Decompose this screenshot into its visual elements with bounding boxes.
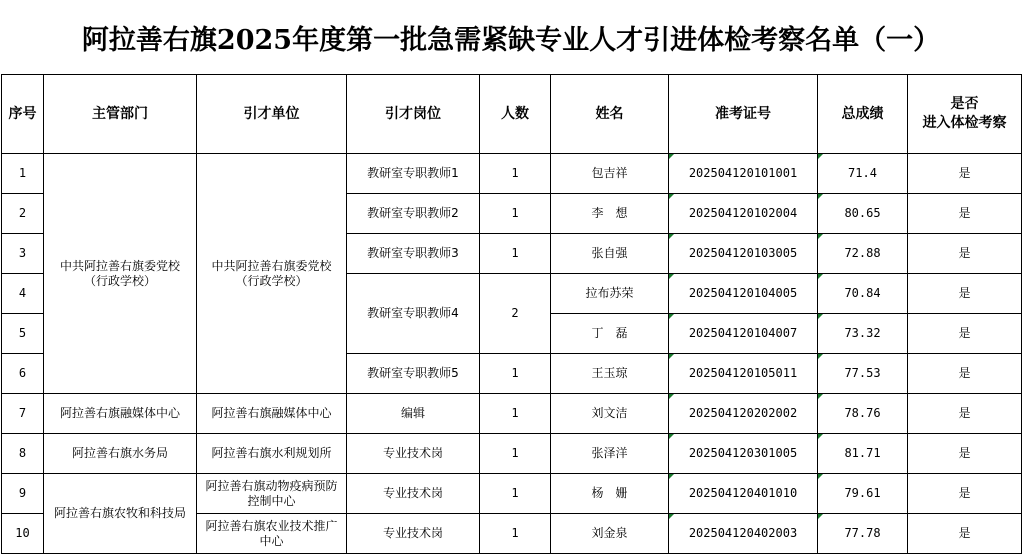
cell-name: 拉布苏荣: [551, 274, 669, 314]
cell-exam-no: 202504120401010: [669, 474, 818, 514]
cell-exam-no: 202504120301005: [669, 434, 818, 474]
cell-seq: 7: [2, 394, 44, 434]
cell-enter: 是: [908, 194, 1022, 234]
cell-seq: 5: [2, 314, 44, 354]
cell-post: 编辑: [347, 394, 480, 434]
cell-score: 70.84: [818, 274, 908, 314]
cell-enter: 是: [908, 354, 1022, 394]
cell-seq: 6: [2, 354, 44, 394]
cell-exam-no: 202504120101001: [669, 154, 818, 194]
cell-unit: 阿拉善右旗融媒体中心: [197, 394, 347, 434]
cell-score: 81.71: [818, 434, 908, 474]
cell-count: 2: [480, 274, 551, 354]
cell-post: 专业技术岗: [347, 514, 480, 554]
cell-post: 专业技术岗: [347, 434, 480, 474]
header-unit: 引才单位: [197, 75, 347, 154]
cell-unit: 阿拉善右旗水利规划所: [197, 434, 347, 474]
cell-count: 1: [480, 434, 551, 474]
table-row: [2, 474, 1022, 514]
cell-count: 1: [480, 394, 551, 434]
cell-score: 80.65: [818, 194, 908, 234]
header-exam-no: 准考证号: [669, 75, 818, 154]
cell-seq: 4: [2, 274, 44, 314]
cell-exam-no: 202504120202002: [669, 394, 818, 434]
cell-seq: 8: [2, 434, 44, 474]
cell-dept: 阿拉善右旗水务局: [44, 434, 197, 474]
cell-exam-no: 202504120105011: [669, 354, 818, 394]
cell-post: 教研室专职教师4: [347, 274, 480, 354]
page-title: 阿拉善右旗2025年度第一批急需紧缺专业人才引进体检考察名单（一）: [81, 24, 941, 56]
cell-seq: 2: [2, 194, 44, 234]
header-enter-line2: 进入体检考察: [922, 115, 1007, 131]
cell-score: 71.4: [818, 154, 908, 194]
cell-enter: 是: [908, 154, 1022, 194]
cell-exam-no: 202504120402003: [669, 514, 818, 554]
cell-score: 72.88: [818, 234, 908, 274]
header-post: 引才岗位: [347, 75, 480, 154]
cell-enter: 是: [908, 394, 1022, 434]
cell-score: 79.61: [818, 474, 908, 514]
header-enter: [908, 75, 1022, 154]
cell-count: 1: [480, 474, 551, 514]
cell-post: 教研室专职教师2: [347, 194, 480, 234]
cell-seq: 10: [2, 514, 44, 554]
cell-exam-no: 202504120103005: [669, 234, 818, 274]
cell-name: 张自强: [551, 234, 669, 274]
cell-post: 专业技术岗: [347, 474, 480, 514]
cell-count: 1: [480, 354, 551, 394]
cell-unit: 阿拉善右旗农业技术推广中心: [197, 514, 347, 554]
cell-dept: 中共阿拉善右旗委党校（行政学校）: [44, 154, 197, 394]
cell-dept: 阿拉善右旗融媒体中心: [44, 394, 197, 434]
cell-exam-no: 202504120104005: [669, 274, 818, 314]
header-enter-line1: 是否: [950, 96, 979, 112]
cell-enter: 是: [908, 434, 1022, 474]
cell-enter: 是: [908, 314, 1022, 354]
cell-post: 教研室专职教师1: [347, 154, 480, 194]
header-score: 总成绩: [818, 75, 908, 154]
cell-seq: 3: [2, 234, 44, 274]
header-name: 姓名: [551, 75, 669, 154]
header-dept: 主管部门: [44, 75, 197, 154]
cell-exam-no: 202504120104007: [669, 314, 818, 354]
cell-dept: 阿拉善右旗农牧和科技局: [44, 474, 197, 554]
cell-unit: 阿拉善右旗动物疫病预防控制中心: [197, 474, 347, 514]
cell-name: 王玉琼: [551, 354, 669, 394]
cell-unit: 中共阿拉善右旗委党校（行政学校）: [197, 154, 347, 394]
cell-name: 李 想: [551, 194, 669, 234]
cell-seq: 1: [2, 154, 44, 194]
cell-post: 教研室专职教师3: [347, 234, 480, 274]
cell-post: 教研室专职教师5: [347, 354, 480, 394]
table-row: [2, 154, 1022, 194]
cell-enter: 是: [908, 234, 1022, 274]
table-row: [2, 394, 1022, 434]
cell-name: 张泽洋: [551, 434, 669, 474]
table-header-row: [2, 75, 1022, 154]
header-count: 人数: [480, 75, 551, 154]
cell-enter: 是: [908, 514, 1022, 554]
cell-enter: 是: [908, 474, 1022, 514]
cell-name: 丁 磊: [551, 314, 669, 354]
header-seq: 序号: [2, 75, 44, 154]
cell-exam-no: 202504120102004: [669, 194, 818, 234]
cell-count: 1: [480, 234, 551, 274]
cell-name: 刘金泉: [551, 514, 669, 554]
cell-count: 1: [480, 154, 551, 194]
cell-seq: 9: [2, 474, 44, 514]
cell-enter: 是: [908, 274, 1022, 314]
cell-count: 1: [480, 514, 551, 554]
cell-name: 包吉祥: [551, 154, 669, 194]
cell-score: 77.53: [818, 354, 908, 394]
cell-count: 1: [480, 194, 551, 234]
cell-score: 73.32: [818, 314, 908, 354]
candidate-table: [1, 74, 1022, 554]
cell-name: 杨 姗: [551, 474, 669, 514]
cell-score: 78.76: [818, 394, 908, 434]
cell-score: 77.78: [818, 514, 908, 554]
table-row: [2, 434, 1022, 474]
cell-name: 刘文洁: [551, 394, 669, 434]
